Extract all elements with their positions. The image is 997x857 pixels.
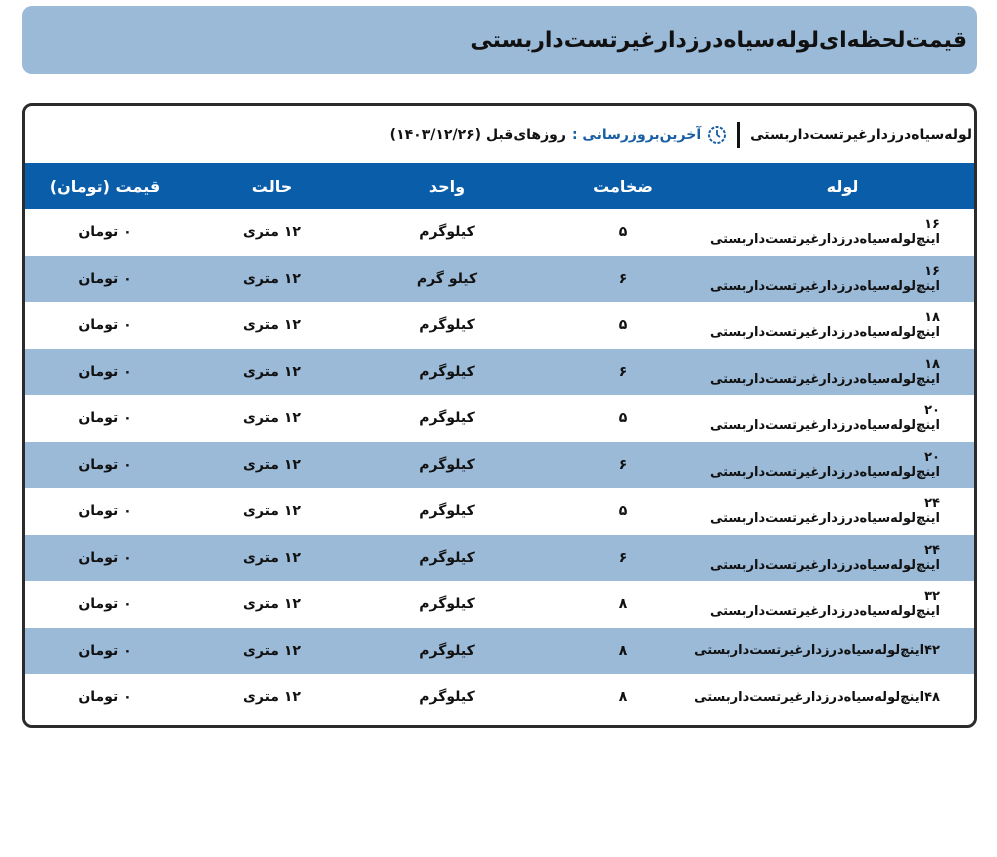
page-title: قیمت‌لحظه‌ای‌لوله‌سیاه‌درزدار‌غیرتست‌داربستی <box>470 27 967 53</box>
cell-thickness: ۶ <box>535 442 711 489</box>
cell-pipe: ۱۸ اینچ‌لوله‌سیاه‌درزدار‌غیرتست‌داربستی <box>711 349 974 396</box>
cell-state: ۱۲ متری <box>185 395 359 442</box>
cell-unit: کیلوگرم <box>359 349 535 396</box>
cell-unit: کیلوگرم <box>359 302 535 349</box>
cell-state: ۱۲ متری <box>185 349 359 396</box>
cell-price: ۰ تومان <box>25 488 185 535</box>
cell-thickness: ۵ <box>535 302 711 349</box>
cell-unit: کیلوگرم <box>359 535 535 582</box>
table-row <box>25 488 974 535</box>
cell-pipe: ۲۰ اینچ‌لوله‌سیاه‌درزدار‌غیرتست‌داربستی <box>711 442 974 489</box>
cell-thickness: ۵ <box>535 209 711 256</box>
price-table <box>25 163 974 721</box>
table-row <box>25 674 974 721</box>
cell-unit: کیلوگرم <box>359 628 535 675</box>
table-header-row <box>25 163 974 209</box>
cell-thickness: ۶ <box>535 535 711 582</box>
product-name: لوله‌سیاه‌درزدارغیرتست‌داربستی <box>750 126 972 143</box>
cell-state: ۱۲ متری <box>185 442 359 489</box>
header-price: قیمت (تومان) <box>25 163 185 209</box>
header-pipe: لوله <box>711 163 974 209</box>
cell-price: ۰ تومان <box>25 535 185 582</box>
cell-state: ۱۲ متری <box>185 209 359 256</box>
cell-state: ۱۲ متری <box>185 535 359 582</box>
updated-label: آخرین‌بروزرسانی : <box>571 126 702 143</box>
cell-pipe: ۳۲ اینچ‌لوله‌سیاه‌درزدار‌غیرتست‌داربستی <box>711 581 974 628</box>
info-bar <box>25 106 974 163</box>
cell-pipe: ۴۲اینچ‌لوله‌سیاه‌درزدار‌غیرتست‌داربستی <box>711 628 974 675</box>
cell-state: ۱۲ متری <box>185 256 359 303</box>
cell-thickness: ۸ <box>535 628 711 675</box>
table-row <box>25 302 974 349</box>
cell-state: ۱۲ متری <box>185 302 359 349</box>
cell-thickness: ۸ <box>535 581 711 628</box>
cell-pipe: ۲۰ اینچ‌لوله‌سیاه‌درزدار‌غیرتست‌داربستی <box>711 395 974 442</box>
table-row <box>25 395 974 442</box>
separator <box>737 122 740 148</box>
cell-state: ۱۲ متری <box>185 628 359 675</box>
table-row <box>25 209 974 256</box>
cell-unit: کیلوگرم <box>359 581 535 628</box>
cell-pipe: ۲۴ اینچ‌لوله‌سیاه‌درزدار‌غیرتست‌داربستی <box>711 535 974 582</box>
table-row <box>25 535 974 582</box>
cell-state: ۱۲ متری <box>185 674 359 721</box>
cell-unit: کیلوگرم <box>359 209 535 256</box>
cell-price: ۰ تومان <box>25 209 185 256</box>
header-state: حالت <box>185 163 359 209</box>
cell-thickness: ۶ <box>535 349 711 396</box>
cell-price: ۰ تومان <box>25 674 185 721</box>
cell-unit: کیلوگرم <box>359 395 535 442</box>
cell-price: ۰ تومان <box>25 442 185 489</box>
cell-price: ۰ تومان <box>25 256 185 303</box>
cell-price: ۰ تومان <box>25 581 185 628</box>
cell-state: ۱۲ متری <box>185 581 359 628</box>
cell-unit: کیلوگرم <box>359 488 535 535</box>
price-card <box>22 103 977 728</box>
table-row <box>25 628 974 675</box>
page-banner <box>22 6 977 74</box>
table-row <box>25 442 974 489</box>
cell-thickness: ۵ <box>535 395 711 442</box>
table-row <box>25 581 974 628</box>
cell-unit: کیلوگرم <box>359 674 535 721</box>
cell-pipe: ۱۶ اینچ‌لوله‌سیاه‌درزدار‌غیرتست‌داربستی <box>711 209 974 256</box>
table-row <box>25 256 974 303</box>
updated-value: روزهای‌قبل (۱۴۰۳/۱۲/۲۶) <box>389 126 566 143</box>
header-thickness: ضخامت <box>535 163 711 209</box>
cell-thickness: ۸ <box>535 674 711 721</box>
cell-state: ۱۲ متری <box>185 488 359 535</box>
cell-price: ۰ تومان <box>25 628 185 675</box>
cell-pipe: ۱۸ اینچ‌لوله‌سیاه‌درزدار‌غیرتست‌داربستی <box>711 302 974 349</box>
cell-unit: کیلو گرم <box>359 256 535 303</box>
cell-pipe: ۴۸اینچ‌لوله‌سیاه‌درزدار‌غیرتست‌داربستی <box>711 674 974 721</box>
cell-thickness: ۶ <box>535 256 711 303</box>
cell-price: ۰ تومان <box>25 395 185 442</box>
cell-thickness: ۵ <box>535 488 711 535</box>
cell-pipe: ۲۴ اینچ‌لوله‌سیاه‌درزدار‌غیرتست‌داربستی <box>711 488 974 535</box>
cell-pipe: ۱۶ اینچ‌لوله‌سیاه‌درزدار‌غیرتست‌داربستی <box>711 256 974 303</box>
header-unit: واحد <box>359 163 535 209</box>
cell-unit: کیلوگرم <box>359 442 535 489</box>
table-row <box>25 349 974 396</box>
clock-icon <box>707 125 727 145</box>
cell-price: ۰ تومان <box>25 349 185 396</box>
cell-price: ۰ تومان <box>25 302 185 349</box>
